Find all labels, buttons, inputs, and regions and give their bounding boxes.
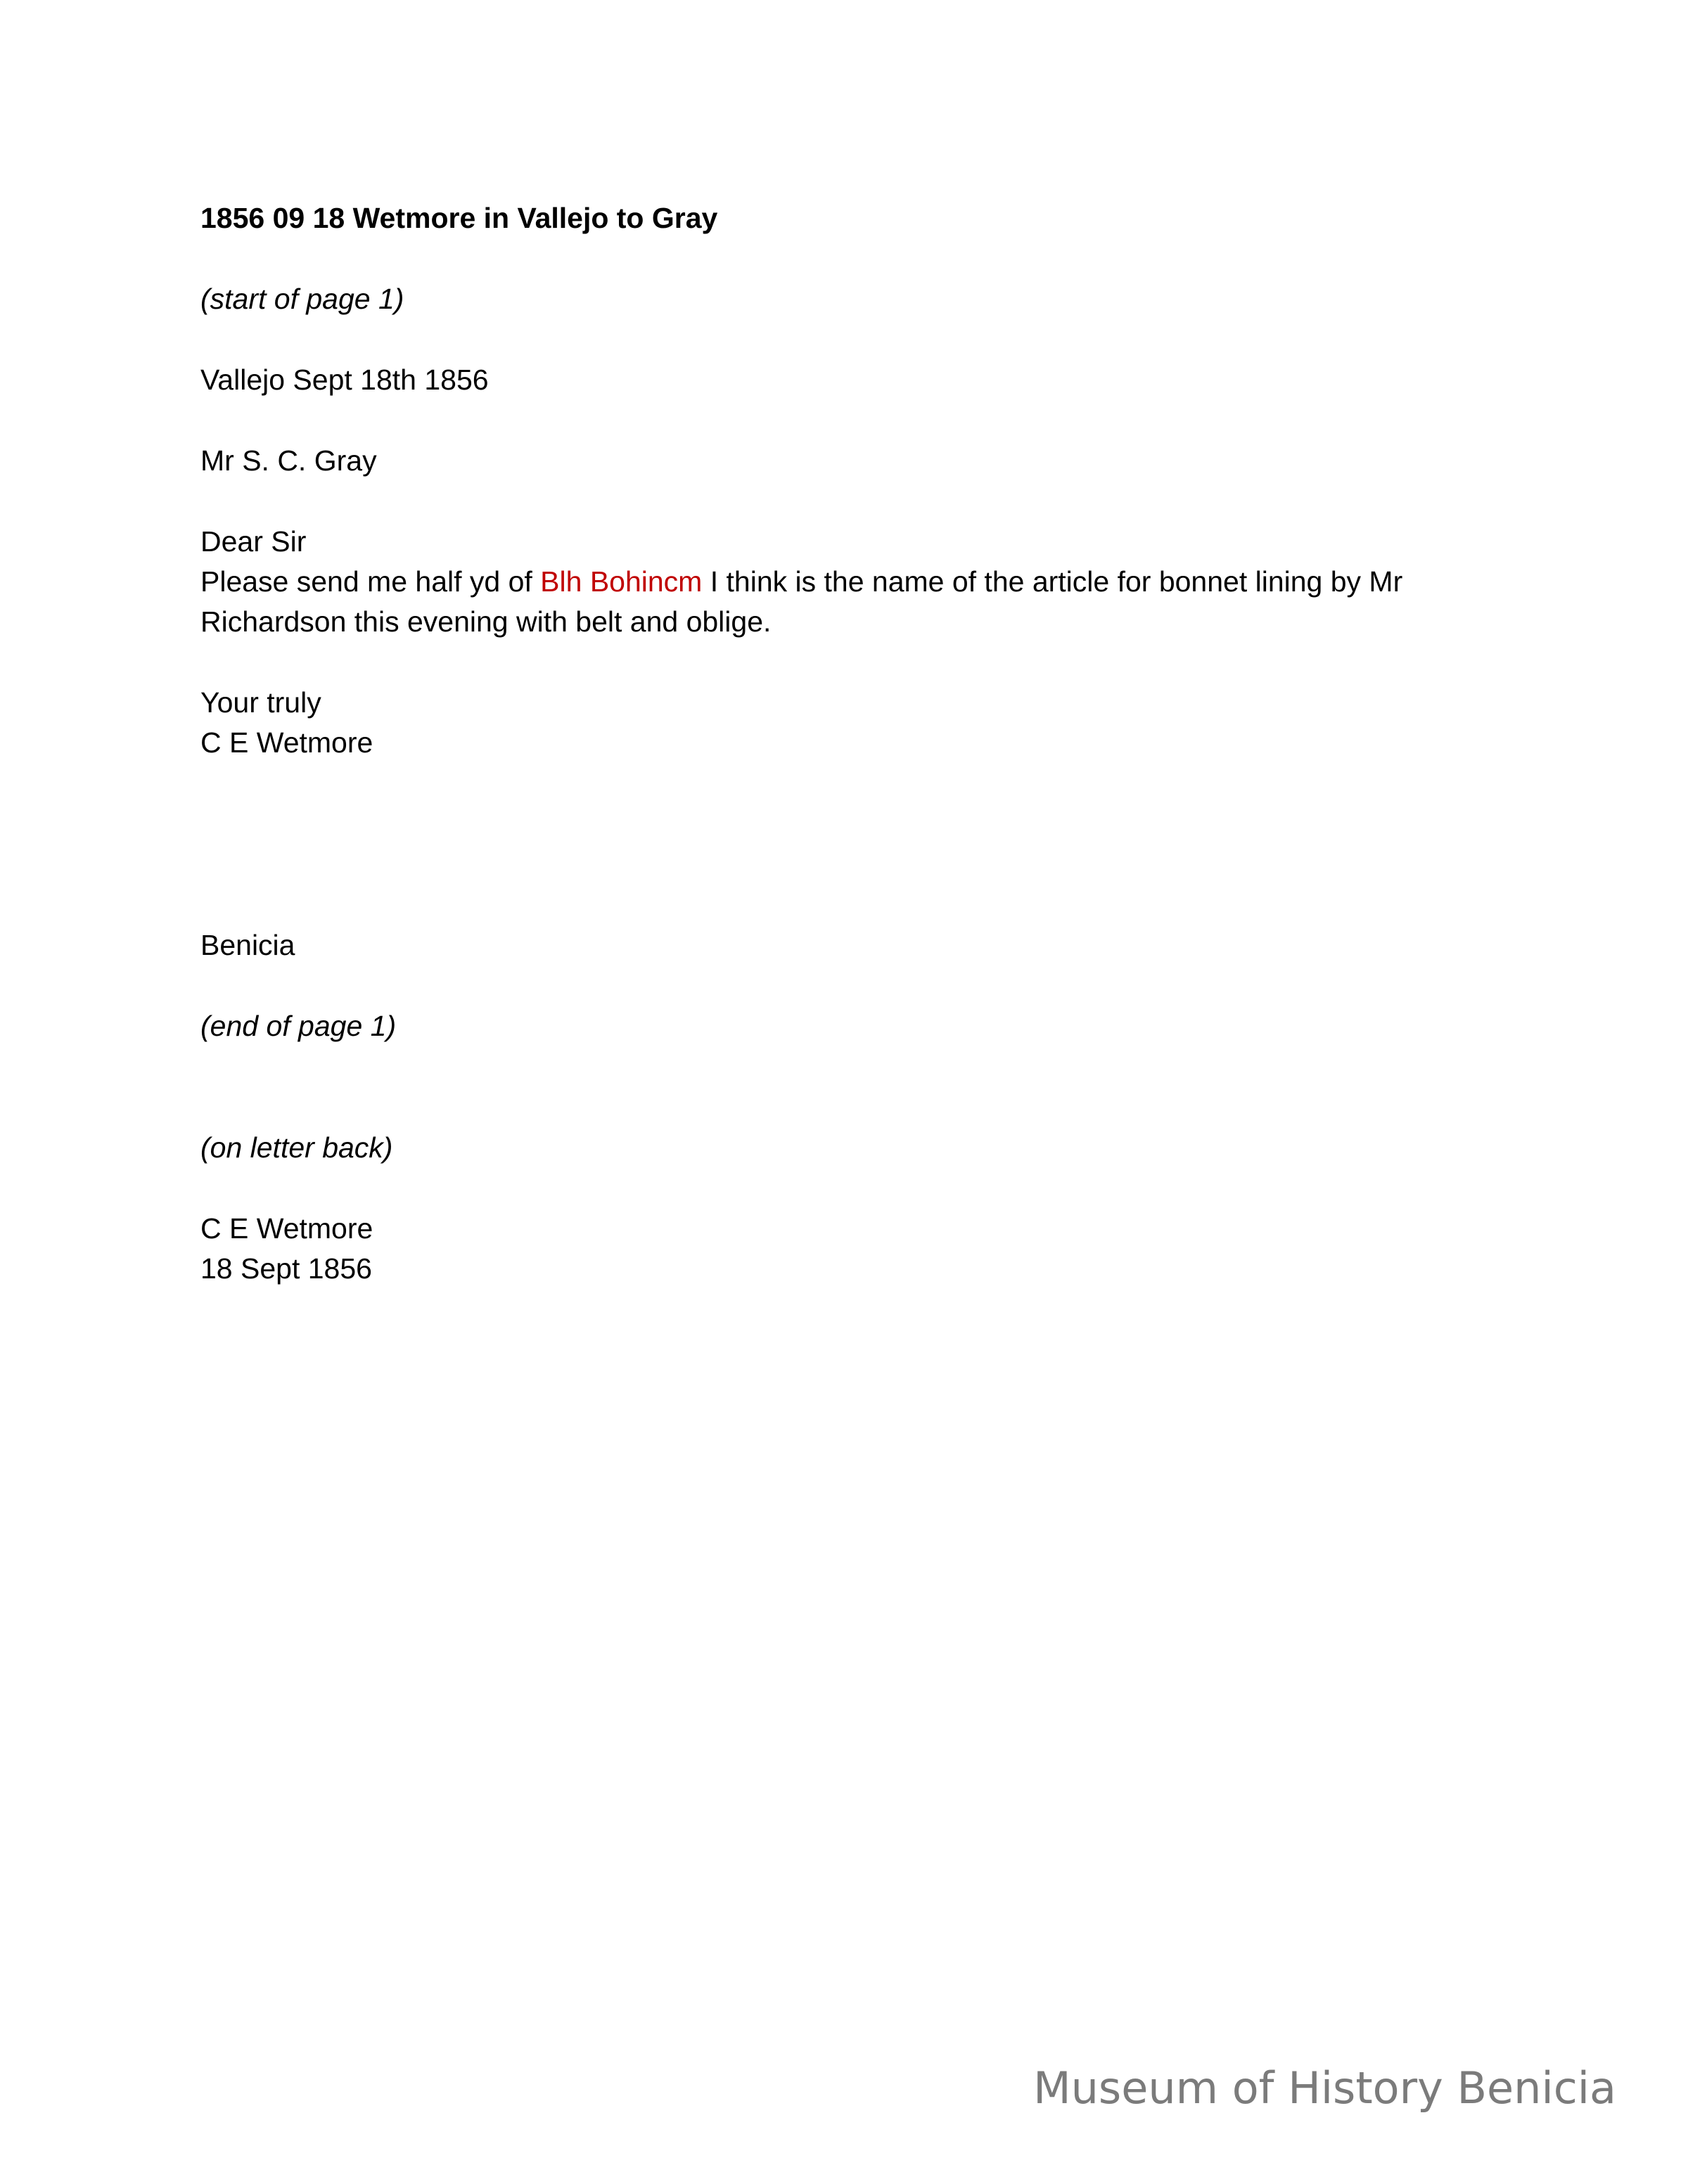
- back-date: 18 Sept 1856: [200, 1252, 372, 1285]
- letter-back-note: (on letter back): [200, 1131, 393, 1164]
- recipient-line: Mr S. C. Gray: [200, 444, 377, 477]
- document-title: 1856 09 18 Wetmore in Vallejo to Gray: [200, 202, 718, 234]
- letter-body: [200, 562, 1509, 642]
- body-text-end: I think is the name of the article for bonnet lining by Mr Richardson this evening with belt and oblige.: [200, 565, 1403, 638]
- back-name: C E Wetmore: [200, 1212, 373, 1245]
- closing: Your truly: [200, 686, 321, 719]
- signature: C E Wetmore: [200, 726, 373, 759]
- salutation: Dear Sir: [200, 525, 307, 558]
- body-text-start: Please send me half yd of: [200, 565, 541, 598]
- uncertain-transcription: Blh Bohincm: [540, 565, 703, 598]
- location-line: Benicia: [200, 929, 295, 961]
- page-end-note: (end of page 1): [200, 1010, 397, 1042]
- museum-watermark: Museum of History Benicia: [1033, 2062, 1616, 2114]
- date-line: Vallejo Sept 18th 1856: [200, 364, 489, 396]
- page-start-note: (start of page 1): [200, 283, 404, 315]
